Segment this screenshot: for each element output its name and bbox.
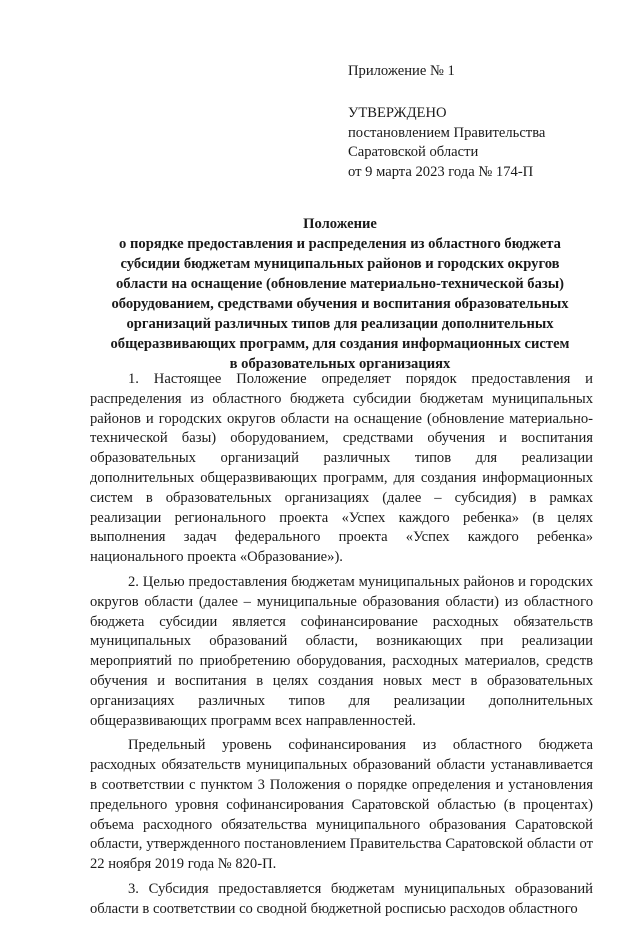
title-line: субсидии бюджетам муниципальных районов и городских округов bbox=[120, 256, 560, 272]
document-body bbox=[90, 370, 593, 925]
approval-stamp bbox=[348, 62, 618, 183]
title-line: области на оснащение (обновление материально-технической базы) bbox=[115, 276, 565, 292]
paragraph-1: 1. Настоящее Положение определяет порядок предоставления и распределения из областного бюджета субсидии бюджетам муниципальных районов и городских округов области на оснащение (обновление материально-технической базы) оборудованием, средствами обучения и воспитания образовательных организаций различных типов для реализации дополнительных общеразвивающих программ, для создания информационных систем в образовательных организациях (далее – субсидия) в рамках реализации регионального проекта «Успех каждого ребенка» (в целях выполнения задач федерального проекта «Успех каждого ребенка» национального проекта «Образование»). bbox=[90, 371, 593, 566]
paragraph-cofinancing: Предельный уровень софинансирования из областного бюджета расходных обязательств муниципальных образований области устанавливается в соответствии с пунктом 3 Положения о порядке определения и установления предельного уровня софинансирования Саратовской областью (в процентах) объема расходного обязательства муниципального образования Саратовской области, утвержденного постановлением Правительства Саратовской области от 22 ноября 2019 года № 820-П. bbox=[90, 737, 593, 873]
title-line: общеразвивающих программ, для создания информационных систем bbox=[110, 336, 570, 352]
paragraph-3: 3. Субсидия предоставляется бюджетам муниципальных образований области в соответствии со сводной бюджетной росписью расходов областного bbox=[90, 880, 593, 917]
title-line: о порядке предоставления и распределения из областного бюджета bbox=[119, 236, 561, 252]
document-title bbox=[90, 214, 590, 374]
title-line: оборудованием, средствами обучения и воспитания образовательных bbox=[111, 296, 569, 312]
annex-number: Приложение № 1 bbox=[348, 63, 455, 79]
approval-line: Саратовской области bbox=[348, 144, 479, 161]
paragraph-2: 2. Целью предоставления бюджетам муниципальных районов и городских округов области (далее – муниципальные образования области) из областного бюджета субсидии является софинансирование расходных обязательств муниципальных образований области, возникающих при реализации мероприятий по приобретению оборудования, расходных материалов, средств обучения и воспитания в целях создания новых мест в образовательных организациях различных типов для реализации дополнительных общеразвивающих программ всех направленностей. bbox=[90, 573, 593, 729]
title-line: Положение bbox=[303, 216, 377, 232]
approval-date-line: от 9 марта 2023 года № 174-П bbox=[348, 164, 534, 181]
title-line: в образовательных организациях bbox=[229, 356, 451, 372]
approved-label: УТВЕРЖДЕНО bbox=[348, 104, 447, 121]
approval-line: постановлением Правительства bbox=[348, 124, 546, 141]
title-line: организаций различных типов для реализации дополнительных bbox=[126, 316, 554, 332]
